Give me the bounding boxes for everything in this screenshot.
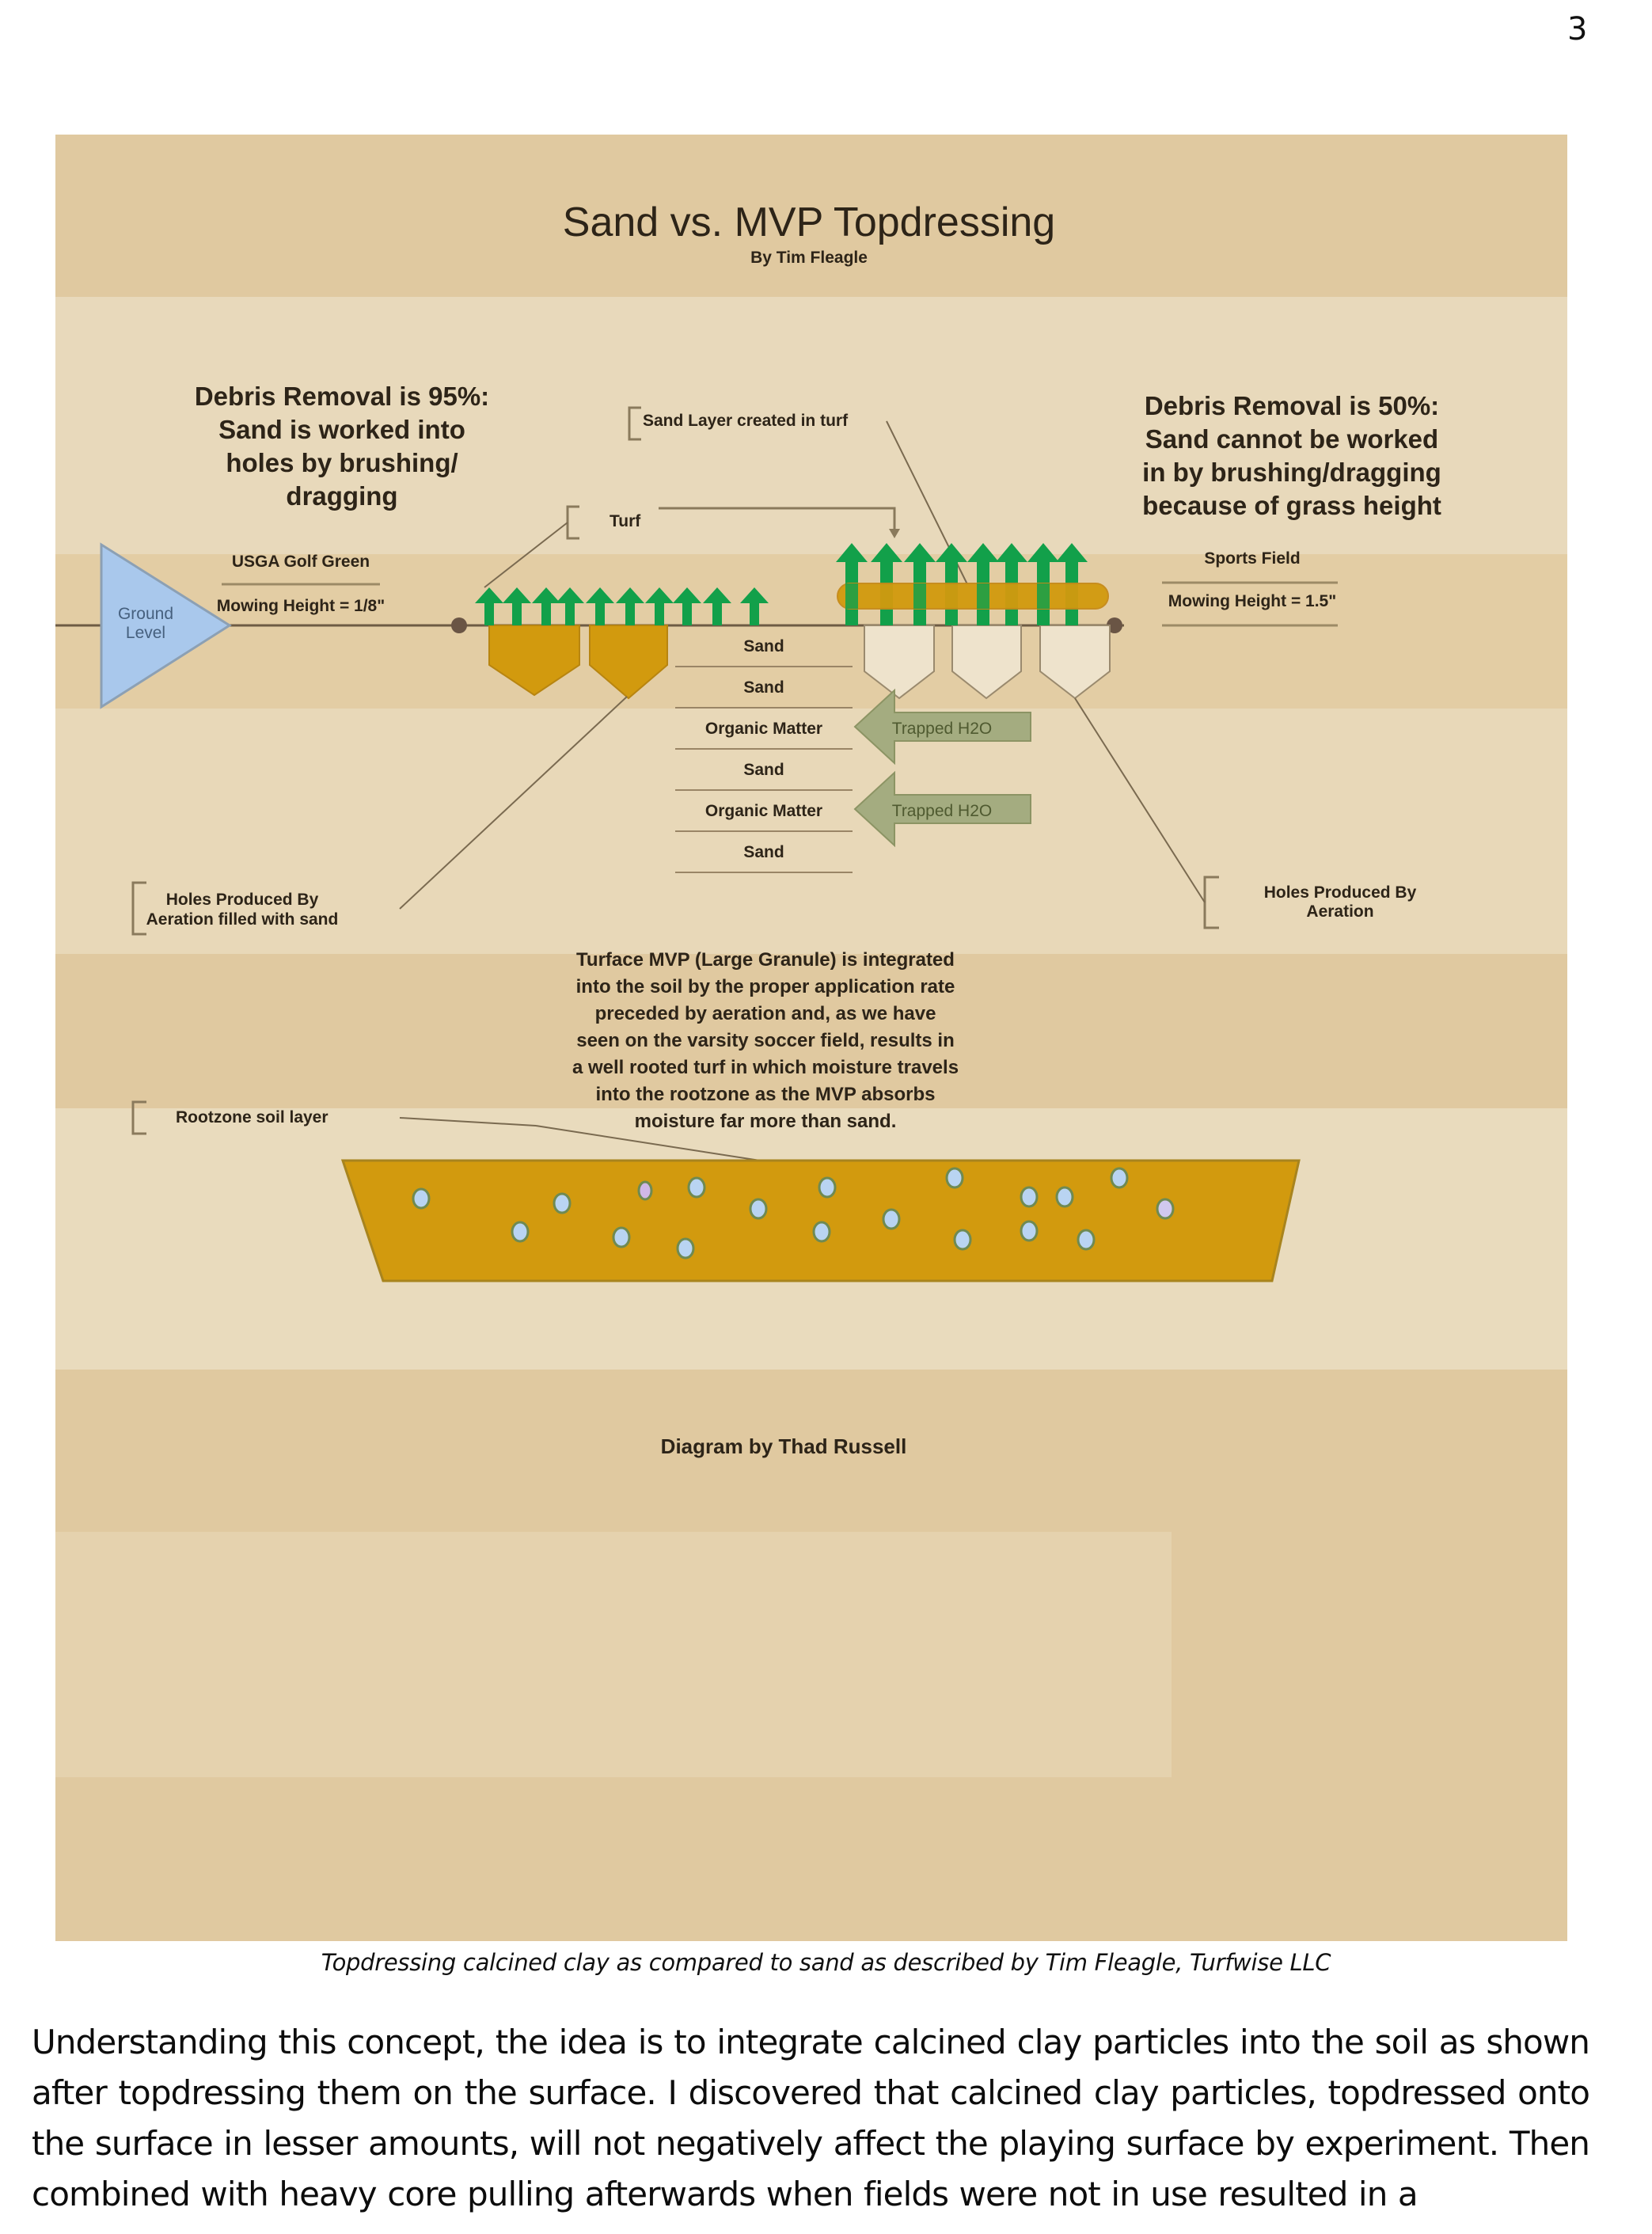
sand-layer-bar — [837, 583, 1108, 609]
svg-text:Debris Removal is 95%:: Debris Removal is 95%: — [194, 382, 490, 411]
endpoint-dot — [451, 617, 467, 633]
layer-label: Sand — [743, 843, 784, 861]
svg-text:seen on the varsity soccer fie: seen on the varsity soccer field, results in — [576, 1030, 955, 1051]
left-field-mowing: Mowing Height = 1/8" — [216, 597, 385, 615]
layer-label: Sand — [743, 678, 784, 697]
svg-text:Sand cannot be worked: Sand cannot be worked — [1145, 424, 1439, 454]
svg-text:Trapped H2O: Trapped H2O — [891, 720, 993, 738]
svg-text:because of grass height: because of grass height — [1142, 491, 1441, 520]
svg-text:Trapped H2O: Trapped H2O — [891, 802, 993, 820]
layer-label: Sand — [743, 761, 784, 779]
svg-text:into the rootzone as the MVP a: into the rootzone as the MVP absorbs — [595, 1084, 936, 1105]
left-field-name: USGA Golf Green — [231, 553, 370, 571]
diagram-credit: Diagram by Thad Russell — [660, 1434, 907, 1458]
topdressing-diagram — [55, 135, 1567, 1941]
svg-text:in by brushing/dragging: in by brushing/dragging — [1142, 458, 1441, 487]
mvp-description — [572, 949, 959, 1132]
body-paragraph: Understanding this concept, the idea is to integrate calcined clay particles into the soil as shown after topdressing them on the surface. I discovered that calcined clay particles, topdressed onto the surface in lesser amounts, will not negatively affect the playing surface by experiment. Then combined with heavy core pulling afterwards when fields were not in use resulted in a — [32, 2023, 1589, 2213]
ground-level-label: Ground — [117, 605, 174, 623]
svg-text:into the soil by the proper ap: into the soil by the proper application rate — [575, 976, 955, 997]
diagram-title: Sand vs. MVP Topdressing — [562, 199, 1056, 245]
diagram-byline: By Tim Fleagle — [750, 249, 868, 267]
rootzone-layer — [343, 1161, 1299, 1281]
page-number: 3 — [1567, 11, 1588, 47]
layer-label: Sand — [743, 637, 784, 655]
layer-label: Organic Matter — [704, 720, 823, 738]
label-holes-right: Aeration — [1306, 902, 1374, 921]
label-sand-layer: Sand Layer created in turf — [643, 412, 849, 430]
label-turf: Turf — [610, 512, 641, 530]
svg-text:holes by brushing/: holes by brushing/ — [226, 448, 458, 477]
label-rootzone: Rootzone soil layer — [176, 1108, 329, 1126]
band-light — [55, 1532, 1172, 1777]
figure-caption: Topdressing calcined clay as compared to sand as described by Tim Fleagle, Turfwise LLC — [321, 1949, 1331, 1976]
label-holes-right: Holes Produced By — [1263, 883, 1417, 902]
svg-text:preceded by aeration and, as w: preceded by aeration and, as we have — [594, 1003, 936, 1024]
svg-text:a well rooted turf in which mo: a well rooted turf in which moisture travels — [572, 1057, 959, 1078]
svg-text:dragging: dragging — [286, 481, 398, 511]
label-holes-left: Holes Produced By — [165, 891, 319, 909]
layer-label: Organic Matter — [704, 802, 823, 820]
svg-text:Turface MVP (Large Granule) is: Turface MVP (Large Granule) is integrated — [576, 949, 955, 971]
ground-level-label: Level — [125, 624, 166, 642]
right-field-name: Sports Field — [1204, 549, 1301, 568]
svg-text:Sand is worked into: Sand is worked into — [218, 415, 465, 444]
svg-text:moisture far more than sand.: moisture far more than sand. — [634, 1111, 897, 1132]
band-ground — [55, 554, 1567, 709]
label-holes-left: Aeration filled with sand — [146, 910, 339, 929]
right-field-mowing: Mowing Height = 1.5" — [1168, 592, 1337, 610]
svg-text:Debris Removal is 50%:: Debris Removal is 50%: — [1144, 391, 1440, 420]
